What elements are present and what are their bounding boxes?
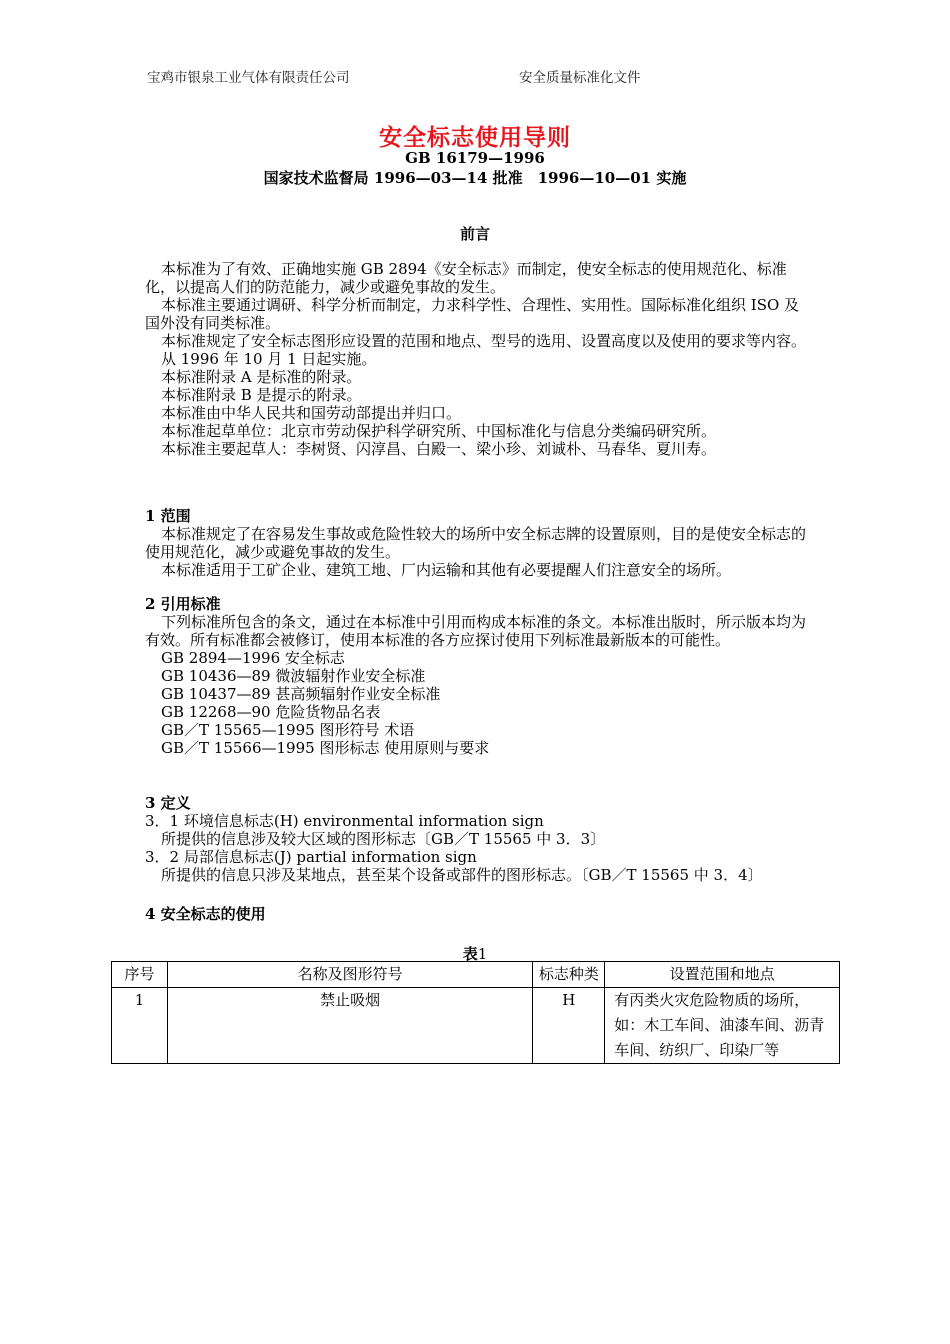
sign-usage-table <box>111 961 840 1064</box>
section-heading: 2 引用标准 <box>145 595 221 613</box>
section-references <box>145 595 810 757</box>
reference-item: GB／T 15565—1995 图形符号 术语 <box>161 721 415 739</box>
table-caption: 表1 <box>462 945 488 963</box>
section-definitions <box>145 794 810 884</box>
approval-line: 国家技术监督局 1996—03—14 批准 1996—10—01 实施 <box>263 169 687 187</box>
preface-paragraph: 本标准附录 A 是标准的附录。 <box>161 368 362 386</box>
section-heading: 4 安全标志的使用 <box>145 905 266 923</box>
preface-paragraph: 本标准为了有效、正确地实施 GB 2894《安全标志》而制定，使安全标志的使用规范化、标准化，以提高人们的防范能力，减少或避免事故的发生。 <box>145 260 787 296</box>
definition-title: 3．1 环境信息标志(H) environmental information sign <box>145 812 544 830</box>
cell-scope: 有丙类火灾危险物质的场所，如：木工车间、油漆车间、沥青车间、纺织厂、印染厂等 <box>605 988 840 1064</box>
document-title: 安全标志使用导则 <box>379 124 571 151</box>
section-scope <box>145 507 810 579</box>
col-header-scope: 设置范围和地点 <box>605 962 840 988</box>
preface-paragraph: 本标准附录 B 是提示的附录。 <box>161 386 362 404</box>
preface-paragraph: 本标准由中华人民共和国劳动部提出并归口。 <box>161 404 462 422</box>
definition-text: 所提供的信息只涉及某地点，甚至某个设备或部件的图形标志。〔GB／T 15565 中 3．4〕 <box>161 866 763 884</box>
section-paragraph: 本标准规定了在容易发生事故或危险性较大的场所中安全标志牌的设置原则，目的是使安全标志的使用规范化，减少或避免事故的发生。 <box>145 525 807 561</box>
col-header-no: 序号 <box>112 962 168 988</box>
definition-title: 3．2 局部信息标志(J) partial information sign <box>145 848 477 866</box>
section-usage <box>145 905 810 923</box>
section-heading: 1 范围 <box>145 507 191 525</box>
table-row <box>112 988 840 1064</box>
col-header-name: 名称及图形符号 <box>167 962 532 988</box>
preface-heading: 前言 <box>459 225 490 243</box>
preface-body <box>145 260 810 458</box>
table-header-row <box>112 962 840 988</box>
cell-name: 禁止吸烟 <box>167 988 532 1064</box>
preface-paragraph: 从 1996 年 10 月 1 日起实施。 <box>161 350 377 368</box>
reference-item: GB 12268—90 危险货物品名表 <box>161 703 381 721</box>
preface-paragraph: 本标准规定了安全标志图形应设置的范围和地点、型号的选用、设置高度以及使用的要求等内容。 <box>161 332 807 350</box>
header-doc-type: 安全质量标准化文件 <box>519 70 641 86</box>
section-paragraph: 下列标准所包含的条文，通过在本标准中引用而构成本标准的条文。本标准出版时，所示版本均为有效。所有标准都会被修订，使用本标准的各方应探讨使用下列标准最新版本的可能性。 <box>145 613 807 649</box>
reference-item: GB／T 15566—1995 图形标志 使用原则与要求 <box>161 739 490 757</box>
cell-no: 1 <box>112 988 168 1064</box>
standard-number: GB 16179—1996 <box>405 149 545 167</box>
preface-paragraph: 本标准主要起草人：李树贤、闪淳昌、白殿一、梁小珍、刘诚朴、马春华、夏川寿。 <box>161 440 717 458</box>
preface-paragraph: 本标准主要通过调研、科学分析而制定，力求科学性、合理性、实用性。国际标准化组织 ISO 及国外没有同类标准。 <box>145 296 800 332</box>
reference-item: GB 10437—89 甚高频辐射作业安全标准 <box>161 685 441 703</box>
preface-paragraph: 本标准起草单位：北京市劳动保护科学研究所、中国标准化与信息分类编码研究所。 <box>161 422 717 440</box>
cell-type: H <box>533 988 605 1064</box>
section-paragraph: 本标准适用于工矿企业、建筑工地、厂内运输和其他有必要提醒人们注意安全的场所。 <box>161 561 732 579</box>
col-header-type: 标志种类 <box>533 962 605 988</box>
definition-text: 所提供的信息涉及较大区域的图形标志〔GB／T 15565 中 3．3〕 <box>161 830 606 848</box>
reference-item: GB 10436—89 微波辐射作业安全标准 <box>161 667 426 685</box>
header-company: 宝鸡市银泉工业气体有限责任公司 <box>147 70 350 86</box>
section-heading: 3 定义 <box>145 794 191 812</box>
reference-item: GB 2894—1996 安全标志 <box>161 649 345 667</box>
